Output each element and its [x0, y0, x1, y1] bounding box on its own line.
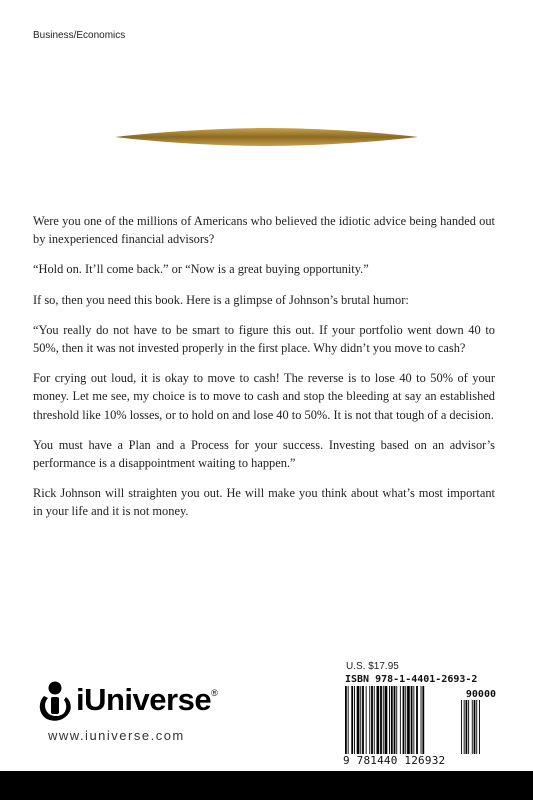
category-label: Business/Economics [33, 30, 126, 41]
paragraph: Rick Johnson will straighten you out. He will make you think about what’s most important in your life and it is not money. [33, 486, 495, 519]
paragraph: Were you one of the millions of Americans who believed the idiotic advice being handed out by inexperienced financial advisors? [33, 214, 495, 247]
paragraph: For crying out loud, it is okay to move to cash! The reverse is to lose 40 to 50% of your money. Let me see, my choice is to move to cash and stop the bleeding at say an established threshold like 10% losses, or to hold on and lose 40 to 50%. It is not that tough of a decision. [33, 371, 495, 422]
price-code: 90000 [465, 689, 496, 700]
iuniverse-swirl-icon [36, 680, 74, 724]
paragraph: “Hold on. It’ll come back.” or “Now is a great buying opportunity.” [33, 262, 369, 277]
paragraph: “You really do not have to be smart to figure this out. If your portfolio went down 40 to 50%, then it was not invested properly in the first place. Why didn’t you move to cash? [33, 322, 495, 356]
publisher-name: iUniverse® [76, 682, 218, 717]
paragraph: You must have a Plan and a Process for your success. Investing based on an advisor’s performance is a disappointment waiting to happen.” [33, 437, 495, 471]
back-cover-text [33, 212, 495, 533]
barcode-digits: 9 781440 126932 [343, 754, 446, 767]
paragraph: If so, then you need this book. Here is a glimpse of Johnson’s brutal humor: [33, 292, 409, 307]
price-label: U.S. $17.95 [346, 661, 399, 672]
bottom-band [0, 771, 533, 800]
publisher-website: www.iuniverse.com [48, 728, 185, 743]
publisher-logo [36, 680, 236, 724]
barcode-block [343, 674, 498, 768]
isbn-label: ISBN 978-1-4401-2693-2 [345, 674, 478, 685]
gold-divider [115, 126, 418, 148]
